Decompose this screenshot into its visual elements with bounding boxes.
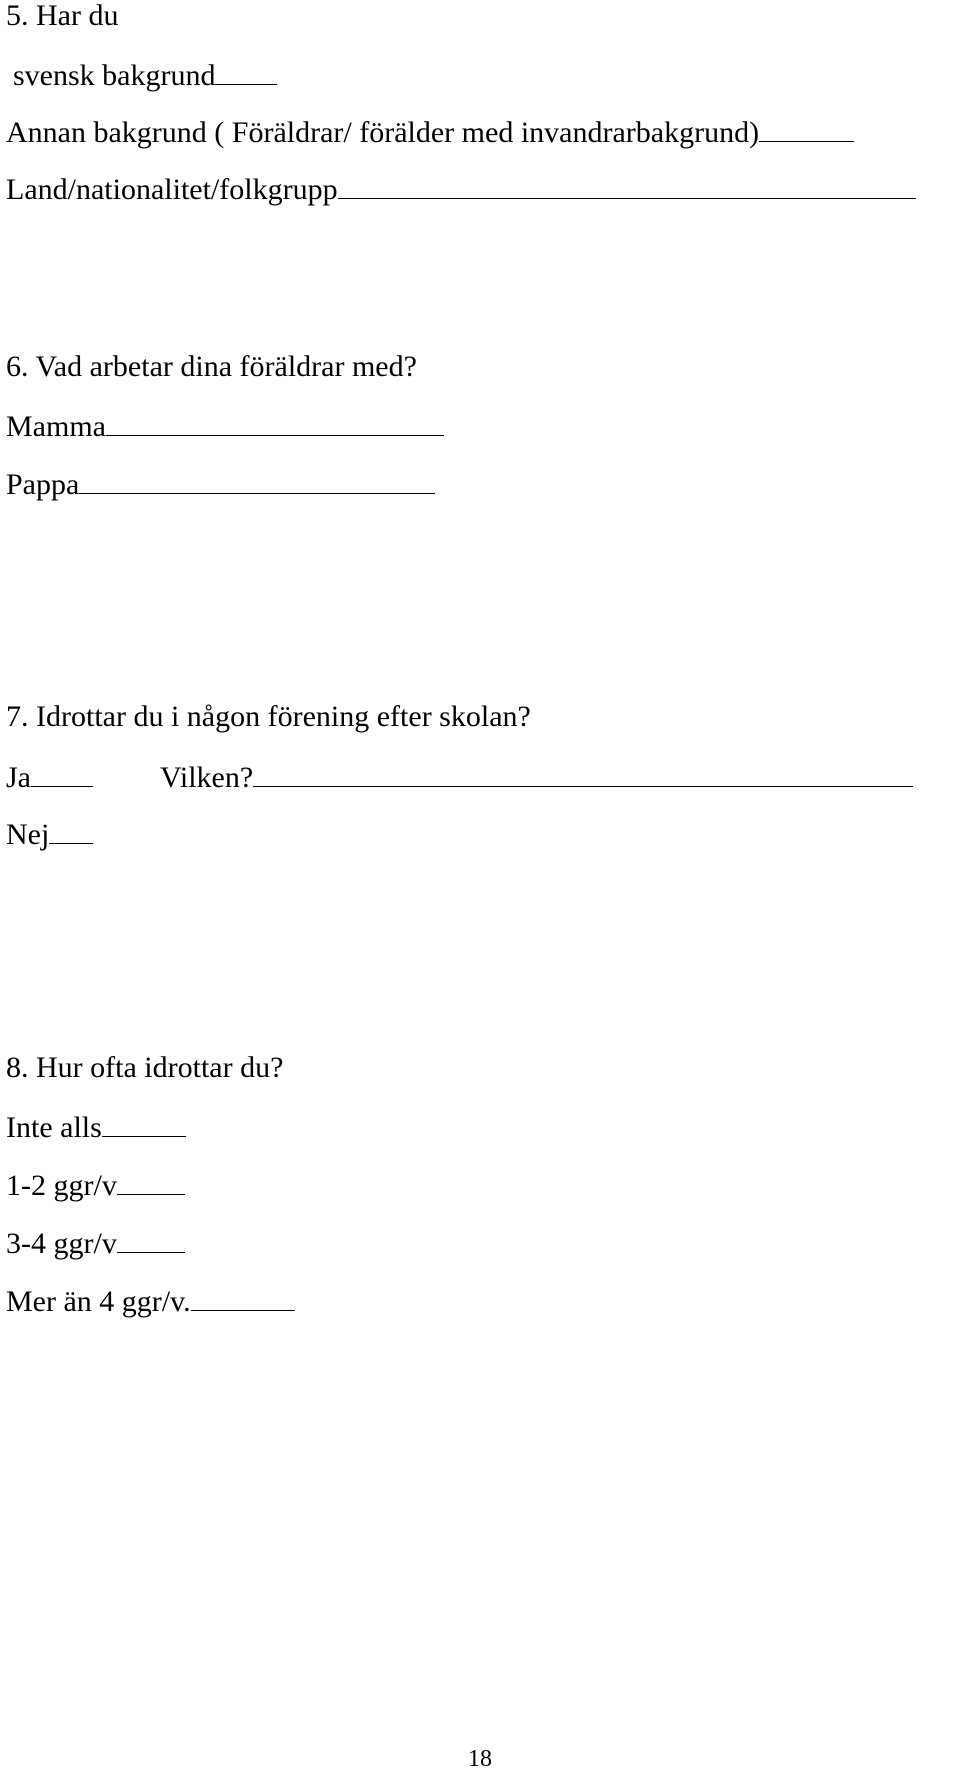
q7-which-answer-blank[interactable]	[253, 760, 913, 787]
q5-option-swedish-label: svensk bakgrund	[13, 59, 216, 92]
page-number: 18	[468, 1746, 492, 1772]
q8-option	[6, 1284, 295, 1319]
q7-no-label: Nej	[6, 818, 50, 851]
q8-option-label: 3-4 ggr/v	[6, 1227, 117, 1260]
q8-option-label: Mer än 4 ggr/v.	[6, 1285, 191, 1318]
q5-option-swedish	[13, 58, 277, 93]
q6-father-answer-blank[interactable]	[79, 467, 435, 494]
q8-option-answer-blank[interactable]	[191, 1284, 295, 1311]
q6-father-label: Pappa	[6, 468, 80, 501]
q8-option-label: Inte alls	[6, 1111, 102, 1144]
q6-mother-answer-blank[interactable]	[106, 409, 444, 436]
q5-option-other	[6, 115, 854, 150]
q6-mother	[6, 409, 444, 444]
q8-option-answer-blank[interactable]	[117, 1168, 185, 1195]
q8-option-answer-blank[interactable]	[102, 1110, 186, 1137]
q6-title: 6. Vad arbetar dina föräldrar med?	[6, 350, 417, 383]
q8-option-label: 1-2 ggr/v	[6, 1169, 117, 1202]
q8-option	[6, 1168, 185, 1203]
q8-title: 8. Hur ofta idrottar du?	[6, 1051, 284, 1084]
q7-title: 7. Idrottar du i någon förening efter skolan?	[6, 700, 531, 733]
q7-which-label: Vilken?	[160, 761, 254, 794]
q5-other-answer-blank[interactable]	[759, 115, 854, 142]
q7-yes	[6, 760, 93, 795]
q7-no	[6, 817, 93, 852]
q8-option-answer-blank[interactable]	[117, 1226, 185, 1253]
q5-country	[6, 172, 916, 207]
q7-yes-label: Ja	[6, 761, 31, 794]
q5-option-other-label: Annan bakgrund ( Föräldrar/ förälder med invandrarbakgrund)	[6, 116, 760, 149]
q7-which	[160, 760, 913, 795]
q7-yes-answer-blank[interactable]	[31, 760, 93, 787]
q6-father	[6, 467, 435, 502]
q5-title: 5. Har du	[6, 0, 119, 32]
q5-country-label: Land/nationalitet/folkgrupp	[6, 173, 338, 206]
q8-option	[6, 1226, 185, 1261]
q5-country-answer-blank[interactable]	[338, 172, 916, 199]
q6-mother-label: Mamma	[6, 410, 106, 443]
q7-no-answer-blank[interactable]	[49, 817, 93, 844]
q5-swedish-answer-blank[interactable]	[215, 58, 277, 85]
q8-option	[6, 1110, 186, 1145]
